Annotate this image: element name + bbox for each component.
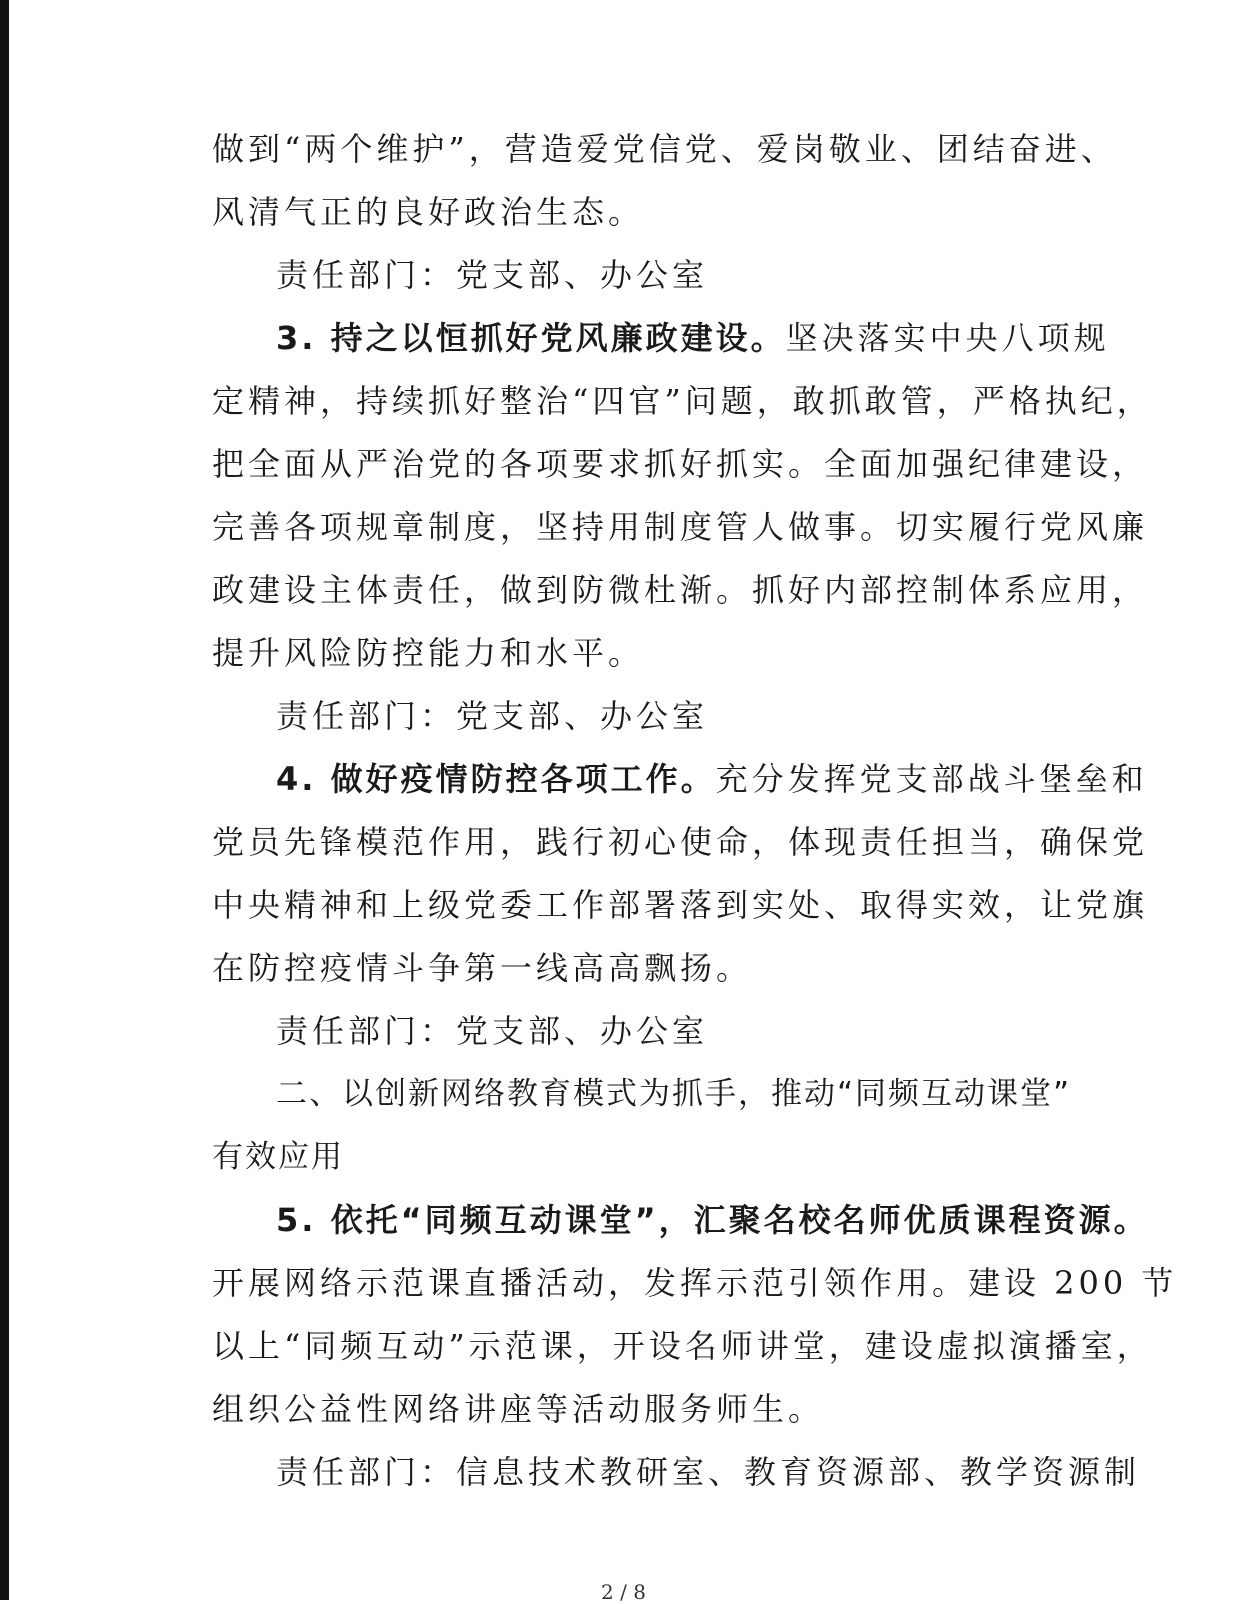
item-3-title: 3. 持之以恒抓好党风廉政建设。	[276, 319, 786, 357]
item-3-line	[212, 307, 1110, 370]
page-number: 2 / 8	[601, 1580, 646, 1604]
section-heading-cont: 有效应用	[212, 1139, 344, 1175]
item-3-text: 坚决落实中央八项规	[785, 319, 1110, 357]
body-line: 把全面从严治党的各项要求抓好抓实。全面加强纪律建设，	[212, 445, 1149, 483]
body-line: 风清气正的良好政治生态。	[212, 193, 645, 231]
scan-edge	[0, 0, 9, 1600]
item-5-line	[212, 1189, 1149, 1252]
body-line: 开展网络示范课直播活动，发挥示范引领作用。建设 200 节	[212, 1264, 1178, 1302]
responsible-dept-line: 责任部门：党支部、办公室	[276, 256, 709, 294]
body-line: 组织公益性网络讲座等活动服务师生。	[212, 1390, 825, 1428]
responsible-dept-line: 责任部门：党支部、办公室	[276, 697, 709, 735]
body-line: 做到“两个维护”，营造爱党信党、爱岗敬业、团结奋进、	[212, 130, 1117, 168]
responsible-dept-line: 责任部门：信息技术教研室、教育资源部、教学资源制	[276, 1453, 1141, 1491]
body-line: 以上“同频互动”示范课，开设名师讲堂，建设虚拟演播室，	[212, 1327, 1153, 1365]
body-line: 在防控疫情斗争第一线高高飘扬。	[212, 949, 753, 987]
item-5-title: 5. 依托“同频互动课堂”，汇聚名校名师优质课程资源。	[276, 1201, 1149, 1239]
body-line: 提升风险防控能力和水平。	[212, 634, 645, 672]
body-line: 定精神，持续抓好整治“四官”问题，敢抓敢管，严格执纪，	[212, 382, 1153, 420]
item-4-text: 充分发挥党支部战斗堡垒和	[715, 760, 1148, 798]
body-line: 党员先锋模范作用，践行初心使命，体现责任担当，确保党	[212, 823, 1149, 861]
document-page	[212, 118, 1178, 1504]
section-heading: 二、以创新网络教育模式为抓手，推动“同频互动课堂”	[276, 1076, 1072, 1112]
body-line: 完善各项规章制度，坚持用制度管人做事。切实履行党风廉	[212, 508, 1149, 546]
body-line: 政建设主体责任，做到防微杜渐。抓好内部控制体系应用，	[212, 571, 1149, 609]
body-line: 中央精神和上级党委工作部署落到实处、取得实效，让党旗	[212, 886, 1149, 924]
item-4-line	[212, 748, 1148, 811]
item-4-title: 4. 做好疫情防控各项工作。	[276, 760, 716, 798]
responsible-dept-line: 责任部门：党支部、办公室	[276, 1012, 709, 1050]
